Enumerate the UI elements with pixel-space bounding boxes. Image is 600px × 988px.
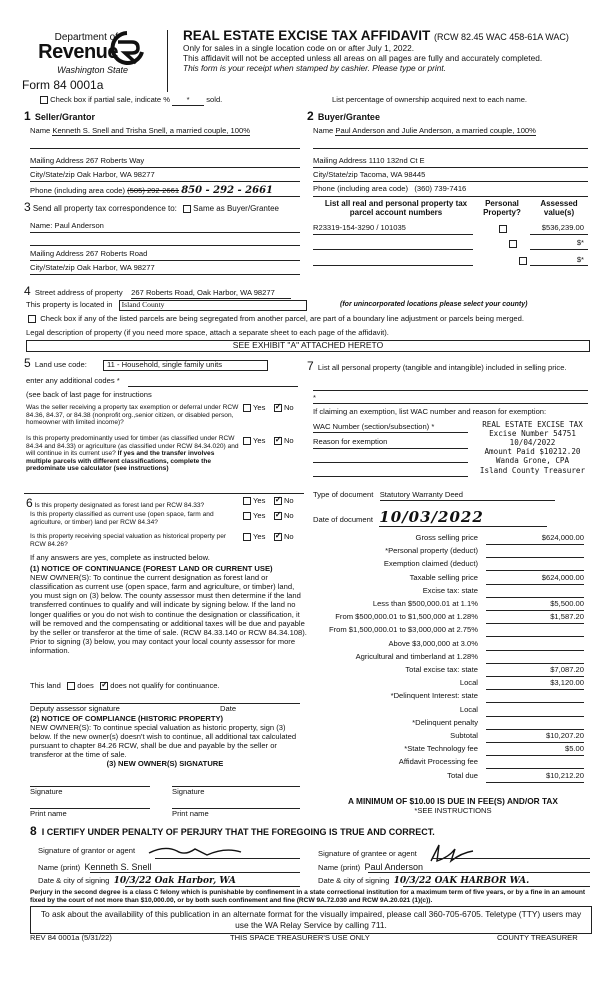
see-instructions: *SEE INSTRUCTIONS bbox=[414, 806, 492, 815]
reason-label: Reason for exemption bbox=[313, 437, 388, 446]
county-select[interactable]: Island County bbox=[119, 300, 307, 311]
document-date-row: Date of document 10/03/2022 bbox=[313, 509, 547, 527]
grantor-sig-row: Signature of grantor or agent bbox=[38, 843, 255, 859]
county-note: (for unincorporated locations please select your county) bbox=[340, 301, 528, 308]
tax-row-value bbox=[486, 640, 584, 651]
minimum-note: A MINIMUM OF $10.00 IS DUE IN FEE(S) AND/OR TAX bbox=[348, 796, 558, 806]
grantor-name-row: Name (print) Kenneth S. Snell bbox=[38, 862, 152, 872]
yes-checkbox[interactable] bbox=[243, 404, 251, 412]
revision-label: REV 84 0001a (5/31/22) bbox=[30, 933, 112, 942]
no-checkbox[interactable] bbox=[274, 404, 282, 412]
timber-question: Is this property predominantly used for timber (as classified under RCW 84.34 and 84.33) or agriculture (as classified under RCW 84.34.020) and will continue in its current use? If yes and the transfer involves multiple parcels with different classifications, complete the predominate use calculator (see instructions) bbox=[26, 435, 239, 473]
tax-row-label: Agricultural and timberland at 1.28% bbox=[355, 651, 478, 661]
located-row: This property is located in Island County bbox=[26, 300, 307, 311]
tax-row-value bbox=[486, 692, 584, 703]
tax-row-label: Local bbox=[459, 678, 478, 688]
tax-row-label: Affidavit Processing fee bbox=[398, 757, 478, 767]
certify-statement: 8 I CERTIFY UNDER PENALTY OF PERJURY THAT THE FOREGOING IS TRUE AND CORRECT. bbox=[30, 824, 435, 838]
parcel-personal-checkbox[interactable] bbox=[499, 225, 507, 233]
does-checkbox[interactable] bbox=[67, 682, 75, 690]
tax-row-value: $7,087.20 bbox=[486, 666, 584, 677]
tax-row bbox=[300, 639, 590, 652]
header-divider bbox=[167, 30, 168, 92]
parcel-value: $* bbox=[576, 238, 584, 247]
partial-sale-row: Check box if partial sale, indicate % * sold. bbox=[40, 96, 222, 106]
tax-row bbox=[300, 652, 590, 665]
historic-answer: Yes ✓ No bbox=[243, 533, 294, 542]
tax-row bbox=[300, 533, 590, 546]
tax-row-value bbox=[486, 587, 584, 598]
department-label: Department of bbox=[54, 32, 118, 43]
timber-answer: Yes ✓ No bbox=[243, 437, 294, 446]
buyer-heading: 2 Buyer/Grantee bbox=[307, 109, 380, 123]
tax-row-label: *State Technology fee bbox=[404, 744, 478, 754]
see-back-note: (see back of last page for instructions bbox=[26, 390, 152, 399]
tax-row-value bbox=[486, 706, 584, 717]
print-name-label: Print name bbox=[30, 809, 67, 818]
print-name-label: Print name bbox=[172, 809, 209, 818]
buyer-mailing-row: Mailing Address 1110 132nd Ct E bbox=[313, 156, 425, 165]
grantee-date-row: Date & city of signing 10/3/22 OAK HARBOR WA. bbox=[318, 876, 530, 886]
tax-row-label: From $500,000.01 to $1,500,000 at 1.28% bbox=[335, 612, 478, 622]
tax-row bbox=[300, 625, 590, 638]
parcel-number: R23319-154-3290 / 101035 bbox=[313, 223, 406, 232]
buyer-name-row: Name Paul Anderson and Julie Anderson, a married couple, 100% bbox=[313, 126, 536, 135]
tax-row-label: Above $3,000,000 at 3.0% bbox=[388, 638, 478, 648]
state-label: Washington State bbox=[57, 65, 128, 75]
continuance-row: This land does ✓ does not qualify for continuance. bbox=[30, 682, 220, 691]
legal-label: Legal description of property (if you need more space, attach a separate sheet to each page of the affidavit). bbox=[26, 328, 389, 337]
notice-continuance: (1) NOTICE OF CONTINUANCE (FOREST LAND OR CURRENT USE) NEW OWNER(S): To continue the current designation as forest land or classification as current use (open space, farm and agriculture, or timber) land, you must sign on (3) below. The county assessor must then determine if the land transferred continues to qualify and will indicate by signing below. If the land no longer qualifies or you do not wish to continue the designation or classification, it will be removed and the compensating or additional taxes will be due and payable by the seller or transferor at the time of sale. (RCW 84.33.140 or RCW 84.34.108). Prior to signing (3) below, you may contact your local county assessor for more information. bbox=[30, 564, 307, 655]
partial-sale-checkbox[interactable] bbox=[40, 96, 48, 104]
tax-row-label: Gross selling price bbox=[415, 533, 478, 542]
tax-row-value: $624,000.00 bbox=[486, 574, 584, 585]
does-not-checkbox[interactable] bbox=[100, 682, 108, 690]
perjury-notice: Perjury in the second degree is a class C felony which is punishable by confinement in a state correctional institution for a maximum term of five years, or by a fine in an amount fixed by the court of not more than $10,000.00, or by both such confinement and fine (RCW 9A.72.030 and RCW 9A.20.021 (1)(c)). bbox=[30, 889, 586, 904]
correspondence-city-row: City/State/zip Oak Harbor, WA 98277 bbox=[30, 263, 155, 272]
tax-row bbox=[300, 559, 590, 572]
no-checkbox[interactable] bbox=[274, 497, 282, 505]
forest-question: 6 Is this property designated as forest land per RCW 84.33? bbox=[26, 496, 205, 510]
yes-checkbox[interactable] bbox=[243, 497, 251, 505]
tax-row bbox=[300, 573, 590, 586]
current-use-question: Is this property classified as current use (open space, farm and agriculture, or timber) land per RCW 84.34? bbox=[30, 511, 214, 526]
tax-row bbox=[300, 718, 590, 731]
land-use-select[interactable]: 11 - Household, single family units bbox=[103, 360, 268, 371]
parcel-personal-checkbox[interactable] bbox=[509, 240, 517, 248]
deputy-sig-label: Deputy assessor signature bbox=[30, 704, 120, 713]
tax-row bbox=[300, 705, 590, 718]
document-type-row: Type of document Statutory Warranty Deed bbox=[313, 491, 555, 501]
alt-format-notice: To ask about the availability of this publication in an alternate format for the visually impaired, please call 360-705-6705. Teletype (TTY) users may use the WA Relay Service by calling 711. bbox=[30, 906, 592, 934]
tax-row-value: $3,120.00 bbox=[486, 679, 584, 690]
tax-row-label: Total excise tax: state bbox=[405, 665, 478, 674]
seller-heading: 1 Seller/Grantor bbox=[24, 109, 95, 123]
county-treasurer-label: COUNTY TREASURER bbox=[497, 933, 578, 942]
segregated-checkbox[interactable] bbox=[28, 315, 36, 323]
tax-row-value: $624,000.00 bbox=[486, 534, 584, 545]
tax-row-label: Exemption claimed (deduct) bbox=[383, 559, 478, 569]
tax-row-label: *Delinquent penalty bbox=[412, 717, 478, 727]
tax-row bbox=[300, 691, 590, 704]
forest-answer: Yes ✓ No bbox=[243, 497, 294, 506]
yes-checkbox[interactable] bbox=[243, 512, 251, 520]
additional-codes-row: enter any additional codes * bbox=[26, 376, 120, 385]
grantee-signature bbox=[425, 843, 485, 865]
if-yes-note: If any answers are yes, complete as instructed below. bbox=[30, 553, 210, 562]
historic-question: Is this property receiving special valuation as historical property per RCW 84.26? bbox=[30, 533, 227, 548]
wac-row: WAC Number (section/subsection) * bbox=[313, 422, 435, 431]
tax-row-label: Total due bbox=[447, 770, 478, 780]
tax-row bbox=[300, 678, 590, 691]
treasurer-space-label: THIS SPACE TREASURER'S USE ONLY bbox=[230, 933, 370, 942]
tax-row-label: From $1,500,000.01 to $3,000,000 at 2.75% bbox=[328, 625, 478, 635]
tax-row-value: $10,212.20 bbox=[486, 772, 584, 783]
seller-city-row: City/State/zip Oak Harbor, WA 98277 bbox=[30, 170, 155, 179]
tax-row-value bbox=[486, 758, 584, 769]
tax-row-value bbox=[486, 653, 584, 664]
seller-phone-row: Phone (including area code) (505) 292-2661 850 - 292 - 2661 bbox=[30, 185, 273, 196]
grantor-date-row: Date & city of signing 10/3/22 Oak Harbor, WA bbox=[38, 876, 236, 886]
personal-property-heading: Personal Property? bbox=[483, 199, 521, 218]
tax-row bbox=[300, 771, 590, 784]
no-checkbox[interactable] bbox=[274, 533, 282, 541]
yes-checkbox[interactable] bbox=[243, 533, 251, 541]
buyer-phone-row: Phone (including area code) (360) 739-7416 bbox=[313, 184, 467, 193]
no-checkbox[interactable] bbox=[274, 437, 282, 445]
tax-row bbox=[300, 546, 590, 559]
parcels-heading: List all real and personal property tax parcel account numbers bbox=[324, 199, 468, 218]
signature-label: Signature bbox=[172, 787, 205, 796]
tax-row-value: $5,500.00 bbox=[486, 600, 584, 611]
tax-row bbox=[300, 665, 590, 678]
exemption-answer: Yes ✓ No bbox=[243, 404, 294, 413]
exemption-label: If claiming an exemption, list WAC number and reason for exemption: bbox=[313, 407, 547, 416]
tax-row-label: *Personal property (deduct) bbox=[385, 546, 478, 556]
grantor-signature bbox=[145, 843, 255, 859]
dor-logo-icon bbox=[108, 30, 146, 66]
tax-row bbox=[300, 744, 590, 757]
current-use-answer: Yes ✓ No bbox=[243, 512, 294, 521]
tax-row bbox=[300, 599, 590, 612]
tax-row bbox=[300, 586, 590, 599]
tax-row-value: $1,587.20 bbox=[486, 613, 584, 624]
form-number: Form 84 0001a bbox=[22, 78, 104, 92]
personal-property-value: * bbox=[313, 393, 316, 402]
tax-row-value bbox=[486, 719, 584, 730]
parcel-value: $* bbox=[576, 255, 584, 264]
revenue-wordmark: Revenue bbox=[38, 41, 118, 63]
notice-compliance: (2) NOTICE OF COMPLIANCE (HISTORIC PROPERTY) NEW OWNER(S): To continue special valuation as historic property, sign (3) below. If the new owner(s) doesn't wish to continue, all additional tax calculated pursuant to chapter 84.26 RCW, shall be due and payable by the seller or transferor at the time of sale. bbox=[30, 714, 297, 760]
tax-row bbox=[300, 612, 590, 625]
segregated-row: Check box if any of the listed parcels are being segregated from another parcel, are part of a boundary line adjustment or parcels being merged. bbox=[28, 315, 590, 324]
tax-row-label: Local bbox=[459, 704, 478, 714]
assessed-heading: Assessed value(s) bbox=[540, 199, 578, 218]
tax-row-value: $10,207.20 bbox=[486, 732, 584, 743]
no-checkbox[interactable] bbox=[274, 512, 282, 520]
tax-row-label: Excise tax: state bbox=[422, 585, 478, 595]
buyer-city-row: City/State/zip Tacoma, WA 98445 bbox=[313, 170, 426, 179]
tax-row-label: *Delinquent Interest: state bbox=[390, 691, 478, 701]
grantee-sig-row: Signature of grantee or agent bbox=[318, 843, 485, 865]
correspondence-mailing-row: Mailing Address 267 Roberts Road bbox=[30, 249, 148, 258]
header-notes: Only for sales in a single location code on or after July 1, 2022. This affidavit will not be accepted unless all areas on all pages are fully and accurately completed. This form is your receipt when stamped by cashier. Please type or print. bbox=[183, 43, 543, 73]
parcel-value: $536,239.00 bbox=[541, 223, 584, 232]
new-owner-sig-heading: (3) NEW OWNER(S) SIGNATURE bbox=[106, 759, 224, 768]
tax-row-label: Subtotal bbox=[450, 731, 478, 740]
signature-label: Signature bbox=[30, 787, 63, 796]
tax-row bbox=[300, 757, 590, 770]
correspondence-heading: 3 Send all property tax correspondence to: Same as Buyer/Grantee bbox=[24, 200, 279, 214]
ownership-note: List percentage of ownership acquired next to each name. bbox=[332, 95, 528, 104]
personal-property-label: 7 List all personal property (tangible and intangible) included in selling price. bbox=[307, 359, 567, 373]
tax-row-label: Taxable selling price bbox=[409, 572, 478, 582]
seller-mailing-row: Mailing Address 267 Roberts Way bbox=[30, 156, 145, 165]
tax-row-value bbox=[486, 560, 584, 571]
same-as-buyer-checkbox[interactable] bbox=[183, 205, 191, 213]
street-row: 4 Street address of property 267 Roberts Road, Oak Harbor, WA 98277 bbox=[24, 285, 291, 299]
land-use-row: 5 Land use code: 11 - Household, single family units bbox=[24, 357, 268, 371]
exemption-question: Was the seller receiving a property tax exemption or deferral under RCW 84.36, 84.37, or 84.38 (nonprofit org.,senior citizen, or disabled person, homeowner with limited income)? bbox=[26, 404, 239, 427]
form-title: REAL ESTATE EXCISE TAX AFFIDAVIT (RCW 82.45 WAC 458-61A WAC) bbox=[183, 28, 569, 43]
tax-row-value bbox=[486, 547, 584, 558]
treasurer-stamp: REAL ESTATE EXCISE TAX Excise Number 54751 10/04/2022 Amount Paid $10212.20 Wanda Grone, CPA Island County Treasurer bbox=[479, 420, 586, 475]
yes-checkbox[interactable] bbox=[243, 437, 251, 445]
tax-row bbox=[300, 731, 590, 744]
tax-row-label: Less than $500,000.01 at 1.1% bbox=[372, 599, 478, 608]
legal-description: SEE EXHIBIT "A" ATTACHED HERETO bbox=[26, 340, 590, 352]
tax-row-value: $5.00 bbox=[486, 745, 584, 756]
seller-name-row: Name Kenneth S. Snell and Trisha Snell, a married couple, 100% bbox=[30, 126, 250, 135]
parcel-personal-checkbox[interactable] bbox=[519, 257, 527, 265]
correspondence-name-row: Name: Paul Anderson bbox=[30, 221, 104, 230]
grantee-name-row: Name (print) Paul Anderson bbox=[318, 862, 423, 872]
tax-row-value bbox=[486, 626, 584, 637]
deputy-date-label: Date bbox=[220, 704, 237, 713]
